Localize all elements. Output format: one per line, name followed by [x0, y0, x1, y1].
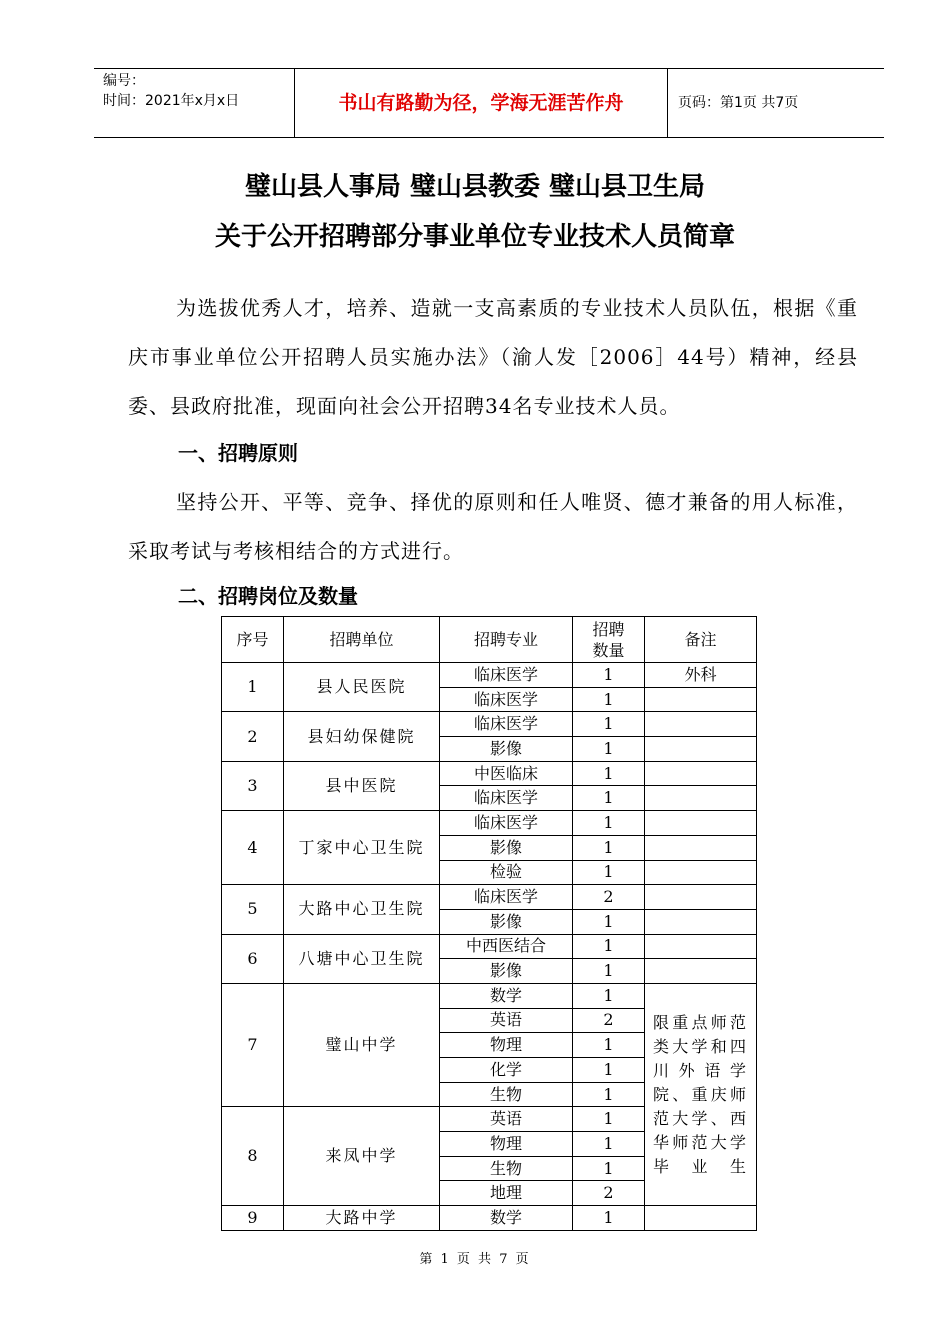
cell-major: 生物 — [440, 1156, 573, 1181]
cell-count: 2 — [573, 1008, 645, 1033]
cell-count: 1 — [573, 786, 645, 811]
cell-major: 中医临床 — [440, 761, 573, 786]
cell-remark — [645, 761, 757, 786]
cell-major: 中西医结合 — [440, 934, 573, 959]
cell-remark: 外科 — [645, 663, 757, 688]
page-footer: 第 1 页 共 7 页 — [419, 1252, 531, 1267]
table-row — [222, 1206, 757, 1231]
header-count: 招聘数量 — [573, 617, 645, 663]
header-unit: 招聘单位 — [284, 617, 440, 663]
cell-remark — [645, 885, 757, 910]
cell-count: 1 — [573, 1132, 645, 1157]
cell-major: 临床医学 — [440, 811, 573, 836]
cell-count: 2 — [573, 1181, 645, 1206]
cell-count: 1 — [573, 860, 645, 885]
cell-major: 临床医学 — [440, 687, 573, 712]
cell-unit: 县人民医院 — [284, 663, 440, 712]
cell-remark — [645, 737, 757, 762]
cell-count: 1 — [573, 934, 645, 959]
cell-no: 2 — [222, 712, 284, 761]
cell-remark-school: 限重点师范类大学和四川外语学院、重庆师范大学、西华师范大学毕业生 — [645, 983, 757, 1205]
table-row — [222, 983, 757, 1008]
header-motto: 书山有路勤为径，学海无涯苦作舟 — [295, 69, 668, 137]
cell-major: 临床医学 — [440, 885, 573, 910]
header-meta — [94, 69, 295, 137]
cell-major: 地理 — [440, 1181, 573, 1206]
cell-remark — [645, 860, 757, 885]
header-page-code: 页码：第1页 共7页 — [678, 95, 799, 111]
table-row — [222, 761, 757, 786]
intro-paragraph: 为选拔优秀人才，培养、造就一支高素质的专业技术人员队伍，根据《重庆市事业单位公开招聘人员实施办法》（渝人发［2006］44号）精神，经县委、县政府批准，现面向社会公开招聘34名专业技术人员。 — [128, 296, 858, 418]
document-header — [94, 68, 884, 138]
cell-major: 数学 — [440, 983, 573, 1008]
cell-count: 1 — [573, 1058, 645, 1083]
title-line-2: 关于公开招聘部分事业单位专业技术人员简章 — [214, 222, 735, 252]
header-remark: 备注 — [645, 617, 757, 663]
cell-count: 1 — [573, 1033, 645, 1058]
cell-no: 9 — [222, 1206, 284, 1231]
cell-remark — [645, 786, 757, 811]
recruitment-table — [221, 616, 757, 1231]
cell-count: 1 — [573, 1206, 645, 1231]
cell-unit: 丁家中心卫生院 — [284, 811, 440, 885]
cell-count: 1 — [573, 1107, 645, 1132]
cell-no: 5 — [222, 885, 284, 934]
cell-remark — [645, 712, 757, 737]
cell-major: 生物 — [440, 1082, 573, 1107]
cell-no: 6 — [222, 934, 284, 983]
cell-major: 英语 — [440, 1107, 573, 1132]
header-no: 序号 — [222, 617, 284, 663]
cell-unit: 璧山中学 — [284, 983, 440, 1106]
table-row — [222, 934, 757, 959]
cell-count: 1 — [573, 1082, 645, 1107]
cell-remark — [645, 835, 757, 860]
time-label: 时间：2021年x月x日 — [103, 93, 240, 109]
cell-major: 英语 — [440, 1008, 573, 1033]
cell-count: 1 — [573, 909, 645, 934]
cell-count: 1 — [573, 959, 645, 984]
cell-remark — [645, 687, 757, 712]
cell-unit: 县妇幼保健院 — [284, 712, 440, 761]
cell-major: 影像 — [440, 909, 573, 934]
cell-unit: 大路中学 — [284, 1206, 440, 1231]
cell-count: 1 — [573, 835, 645, 860]
section-1-heading: 一、招聘原则 — [178, 441, 298, 465]
cell-major: 化学 — [440, 1058, 573, 1083]
cell-major: 数学 — [440, 1206, 573, 1231]
number-label: 编号： — [103, 73, 145, 89]
cell-unit: 八塘中心卫生院 — [284, 934, 440, 983]
cell-count: 1 — [573, 761, 645, 786]
cell-count: 1 — [573, 1156, 645, 1181]
cell-unit: 来凤中学 — [284, 1107, 440, 1206]
table-row — [222, 811, 757, 836]
cell-unit: 县中医院 — [284, 761, 440, 810]
section-1-body: 坚持公开、平等、竞争、择优的原则和任人唯贤、德才兼备的用人标准，采取考试与考核相结合的方式进行。 — [128, 490, 858, 563]
cell-remark — [645, 811, 757, 836]
table-row — [222, 885, 757, 910]
cell-count: 1 — [573, 811, 645, 836]
cell-major: 临床医学 — [440, 663, 573, 688]
cell-major: 临床医学 — [440, 712, 573, 737]
cell-major: 影像 — [440, 737, 573, 762]
cell-no: 8 — [222, 1107, 284, 1206]
title-line-1: 璧山县人事局 璧山县教委 璧山县卫生局 — [244, 172, 706, 202]
cell-major: 检验 — [440, 860, 573, 885]
cell-remark — [645, 934, 757, 959]
table-header-row — [222, 617, 757, 663]
cell-major: 临床医学 — [440, 786, 573, 811]
cell-major: 影像 — [440, 835, 573, 860]
cell-major: 物理 — [440, 1033, 573, 1058]
cell-no: 4 — [222, 811, 284, 885]
cell-no: 1 — [222, 663, 284, 712]
cell-remark — [645, 909, 757, 934]
cell-no: 7 — [222, 983, 284, 1106]
cell-remark — [645, 959, 757, 984]
cell-no: 3 — [222, 761, 284, 810]
cell-count: 1 — [573, 983, 645, 1008]
cell-count: 2 — [573, 885, 645, 910]
cell-unit: 大路中心卫生院 — [284, 885, 440, 934]
section-2-heading: 二、招聘岗位及数量 — [178, 584, 358, 608]
table-row — [222, 712, 757, 737]
header-major: 招聘专业 — [440, 617, 573, 663]
cell-count: 1 — [573, 712, 645, 737]
cell-count: 1 — [573, 737, 645, 762]
cell-count: 1 — [573, 663, 645, 688]
cell-remark — [645, 1206, 757, 1231]
cell-major: 物理 — [440, 1132, 573, 1157]
cell-count: 1 — [573, 687, 645, 712]
table-row — [222, 663, 757, 688]
cell-major: 影像 — [440, 959, 573, 984]
